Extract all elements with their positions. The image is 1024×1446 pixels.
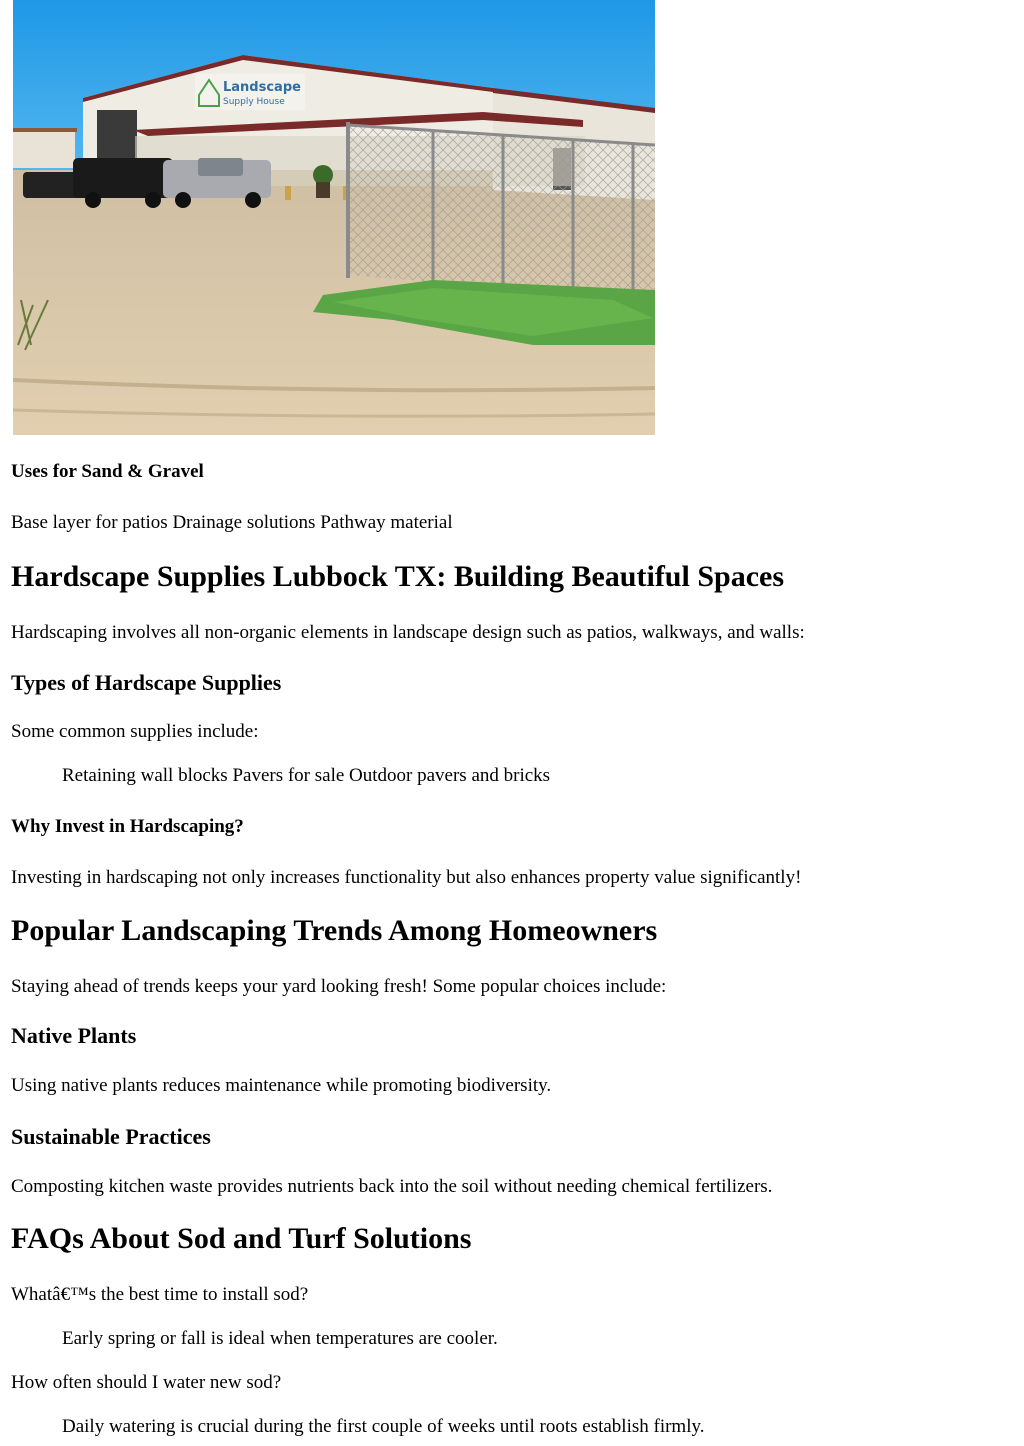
hardscape-heading: Hardscape Supplies Lubbock TX: Building Beautiful Spaces — [11, 560, 784, 593]
hardscape-text: Hardscaping involves all non-organic elements in landscape design such as patios, walkways, and walls: — [11, 622, 805, 643]
types-list: Retaining wall blocks Pavers for sale Outdoor pavers and bricks — [62, 765, 551, 786]
types-text: Some common supplies include: — [11, 721, 259, 742]
sign-text-line1: Landscape — [223, 80, 301, 95]
types-heading: Types of Hardscape Supplies — [11, 670, 282, 695]
sustainable-text: Composting kitchen waste provides nutrients back into the soil without needing chemical fertilizers. — [11, 1176, 773, 1197]
native-plants-text: Using native plants reduces maintenance while promoting biodiversity. — [11, 1075, 552, 1096]
trends-text: Staying ahead of trends keeps your yard looking fresh! Some popular choices include: — [11, 976, 667, 997]
trends-heading: Popular Landscaping Trends Among Homeowners — [11, 914, 658, 947]
faq-question-1: Whatâ€™s the best time to install sod? — [11, 1284, 309, 1305]
faq-answer-2: Daily watering is crucial during the first couple of weeks until roots establish firmly. — [62, 1416, 705, 1437]
invest-text: Investing in hardscaping not only increases functionality but also enhances property value significantly! — [11, 867, 802, 888]
faq-heading: FAQs About Sod and Turf Solutions — [11, 1222, 472, 1255]
sand-gravel-text: Base layer for patios Drainage solutions Pathway material — [11, 512, 453, 533]
storefront-photo — [13, 0, 655, 435]
sand-gravel-heading: Uses for Sand & Gravel — [11, 461, 204, 482]
sign-text-line2: Supply House — [223, 97, 285, 107]
faq-question-2: How often should I water new sod? — [11, 1372, 282, 1393]
faq-answer-1: Early spring or fall is ideal when temperatures are cooler. — [62, 1328, 498, 1349]
invest-heading: Why Invest in Hardscaping? — [11, 816, 244, 837]
native-plants-heading: Native Plants — [11, 1023, 137, 1048]
sustainable-heading: Sustainable Practices — [11, 1124, 211, 1149]
